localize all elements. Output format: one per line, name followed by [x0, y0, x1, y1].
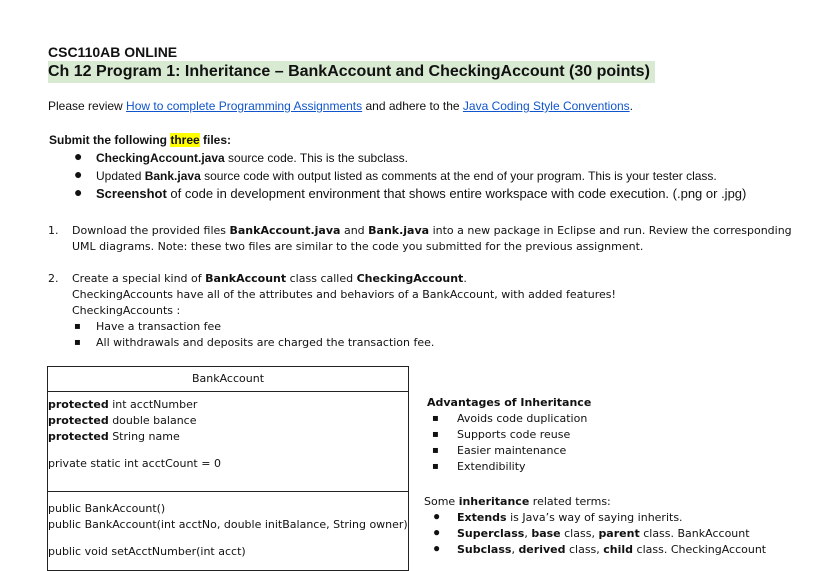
- terms-intro-pre: Some: [424, 495, 459, 508]
- uml-field-1-decl: int acctNumber: [108, 398, 198, 411]
- advantage-item-4: Extendibility: [457, 460, 526, 473]
- term-3-text-c: class. CheckingAccount: [633, 543, 767, 556]
- submit-prefix: Submit the following: [49, 133, 171, 147]
- submit-item-2-bold: Bank.java: [144, 169, 201, 183]
- step-2-bullet-2: All withdrawals and deposits are charged the transaction fee.: [96, 336, 435, 349]
- submit-item-3-text: of code in development environment that shows entire workspace with code execution. (.png or .jpg): [166, 186, 747, 201]
- bullet-icon: ●: [433, 525, 441, 539]
- submit-heading: [49, 133, 231, 147]
- step-2-bullet-1: Have a transaction fee: [96, 320, 222, 333]
- step-1-number: 1.: [48, 224, 59, 237]
- advantage-item-3: Easier maintenance: [457, 444, 567, 457]
- uml-field-3-decl: String name: [108, 430, 180, 443]
- terms-intro: [424, 495, 611, 508]
- uml-class-name: BankAccount: [191, 372, 265, 385]
- uml-field-2-decl: double balance: [108, 414, 197, 427]
- submit-item-1-bold: CheckingAccount.java: [96, 151, 225, 165]
- uml-method-3: public void setAcctNumber(int acct): [48, 545, 246, 558]
- square-bullet-icon: ▪: [74, 321, 81, 332]
- step-1-line-2: UML diagrams. Note: these two files are similar to the code you submitted for the previous assignment.: [72, 240, 644, 253]
- uml-field-2-modifier: protected: [48, 414, 109, 427]
- step-2-text-b: class called: [286, 272, 357, 285]
- step-1-file-bankaccount: BankAccount.java: [229, 224, 341, 237]
- term-3-bold-a: Subclass: [457, 543, 512, 556]
- step-2-line-1: [72, 272, 467, 285]
- uml-static-field: private static int acctCount = 0: [48, 457, 221, 470]
- uml-field-3-modifier: protected: [48, 430, 109, 443]
- term-item-2: [457, 527, 750, 540]
- coding-style-link[interactable]: Java Coding Style Conventions: [462, 99, 630, 113]
- step-1-text-c: into a new package in Eclipse and run. Review the corresponding: [429, 224, 792, 237]
- step-2-number: 2.: [48, 272, 59, 285]
- square-bullet-icon: ▪: [432, 461, 439, 472]
- square-bullet-icon: ▪: [74, 337, 81, 348]
- step-2-class-checkingaccount: CheckingAccount: [356, 272, 464, 285]
- advantage-item-2: Supports code reuse: [457, 428, 571, 441]
- term-2-text-c: class. BankAccount: [639, 527, 750, 540]
- uml-field-1: [48, 398, 197, 411]
- bullet-icon: ●: [74, 166, 83, 182]
- term-2-bold-c: parent: [598, 527, 640, 540]
- advantages-heading: Advantages of Inheritance: [427, 396, 592, 409]
- programming-assignments-link[interactable]: How to complete Programming Assignments: [126, 99, 363, 113]
- step-2-text-c: .: [463, 272, 467, 285]
- uml-method-1: public BankAccount(): [48, 502, 166, 515]
- intro-middle: and adhere to the: [362, 99, 463, 113]
- step-1-text-b: and: [340, 224, 369, 237]
- submit-item-1-text: source code. This is the subclass.: [224, 151, 408, 165]
- term-2-bold-b: base: [531, 527, 561, 540]
- step-2-class-bankaccount: BankAccount: [205, 272, 287, 285]
- term-3-text-b: class,: [565, 543, 604, 556]
- intro-suffix: .: [629, 99, 634, 113]
- square-bullet-icon: ▪: [432, 429, 439, 440]
- square-bullet-icon: ▪: [432, 413, 439, 424]
- uml-field-2: [48, 414, 197, 427]
- bullet-icon: ●: [74, 148, 83, 164]
- uml-methods-box: [47, 491, 409, 571]
- term-3-bold-b: derived: [518, 543, 566, 556]
- submit-item-1: [96, 151, 408, 165]
- term-3-text-a: ,: [511, 543, 519, 556]
- uml-class-name-box: [47, 366, 409, 392]
- step-2-text-a: Create a special kind of: [72, 272, 206, 285]
- step-1-file-bank: Bank.java: [368, 224, 430, 237]
- bullet-icon: ●: [433, 541, 441, 555]
- submit-item-3: [96, 186, 746, 201]
- intro-paragraph: [48, 99, 633, 113]
- term-2-text-a: ,: [524, 527, 532, 540]
- term-item-1: [457, 511, 683, 524]
- uml-field-3: [48, 430, 180, 443]
- submit-highlight: three: [170, 133, 200, 147]
- course-label: CSC110AB ONLINE: [48, 44, 178, 60]
- step-1-line-1: [72, 224, 792, 237]
- page-title: Ch 12 Program 1: Inheritance – BankAccount and CheckingAccount (30 points): [48, 61, 655, 83]
- term-2-text-b: class,: [560, 527, 599, 540]
- step-1-text-a: Download the provided files: [72, 224, 230, 237]
- intro-prefix: Please review: [48, 99, 127, 113]
- step-2-line-2: CheckingAccounts have all of the attributes and behaviors of a BankAccount, with added features!: [72, 288, 616, 301]
- term-3-bold-c: child: [603, 543, 634, 556]
- uml-field-1-modifier: protected: [48, 398, 109, 411]
- submit-item-2: [96, 169, 717, 183]
- step-2-line-3: CheckingAccounts :: [72, 304, 181, 317]
- advantage-item-1: Avoids code duplication: [457, 412, 588, 425]
- uml-method-2: public BankAccount(int acctNo, double initBalance, String owner): [48, 518, 408, 531]
- bullet-icon: ●: [433, 509, 441, 523]
- terms-intro-bold: inheritance: [458, 495, 530, 508]
- term-item-3: [457, 543, 766, 556]
- submit-item-3-bold: Screenshot: [96, 186, 167, 201]
- terms-intro-post: related terms:: [529, 495, 611, 508]
- submit-item-2-text: source code with output listed as comments at the end of your program. This is your tester class.: [200, 169, 717, 183]
- square-bullet-icon: ▪: [432, 445, 439, 456]
- uml-fields-box: [47, 391, 409, 492]
- term-1-text: is Java’s way of saying inherits.: [506, 511, 683, 524]
- term-2-bold-a: Superclass: [457, 527, 525, 540]
- bullet-icon: ●: [74, 184, 83, 200]
- term-1-bold: Extends: [457, 511, 507, 524]
- submit-item-2-pre: Updated: [96, 169, 145, 183]
- submit-suffix: files:: [199, 133, 232, 147]
